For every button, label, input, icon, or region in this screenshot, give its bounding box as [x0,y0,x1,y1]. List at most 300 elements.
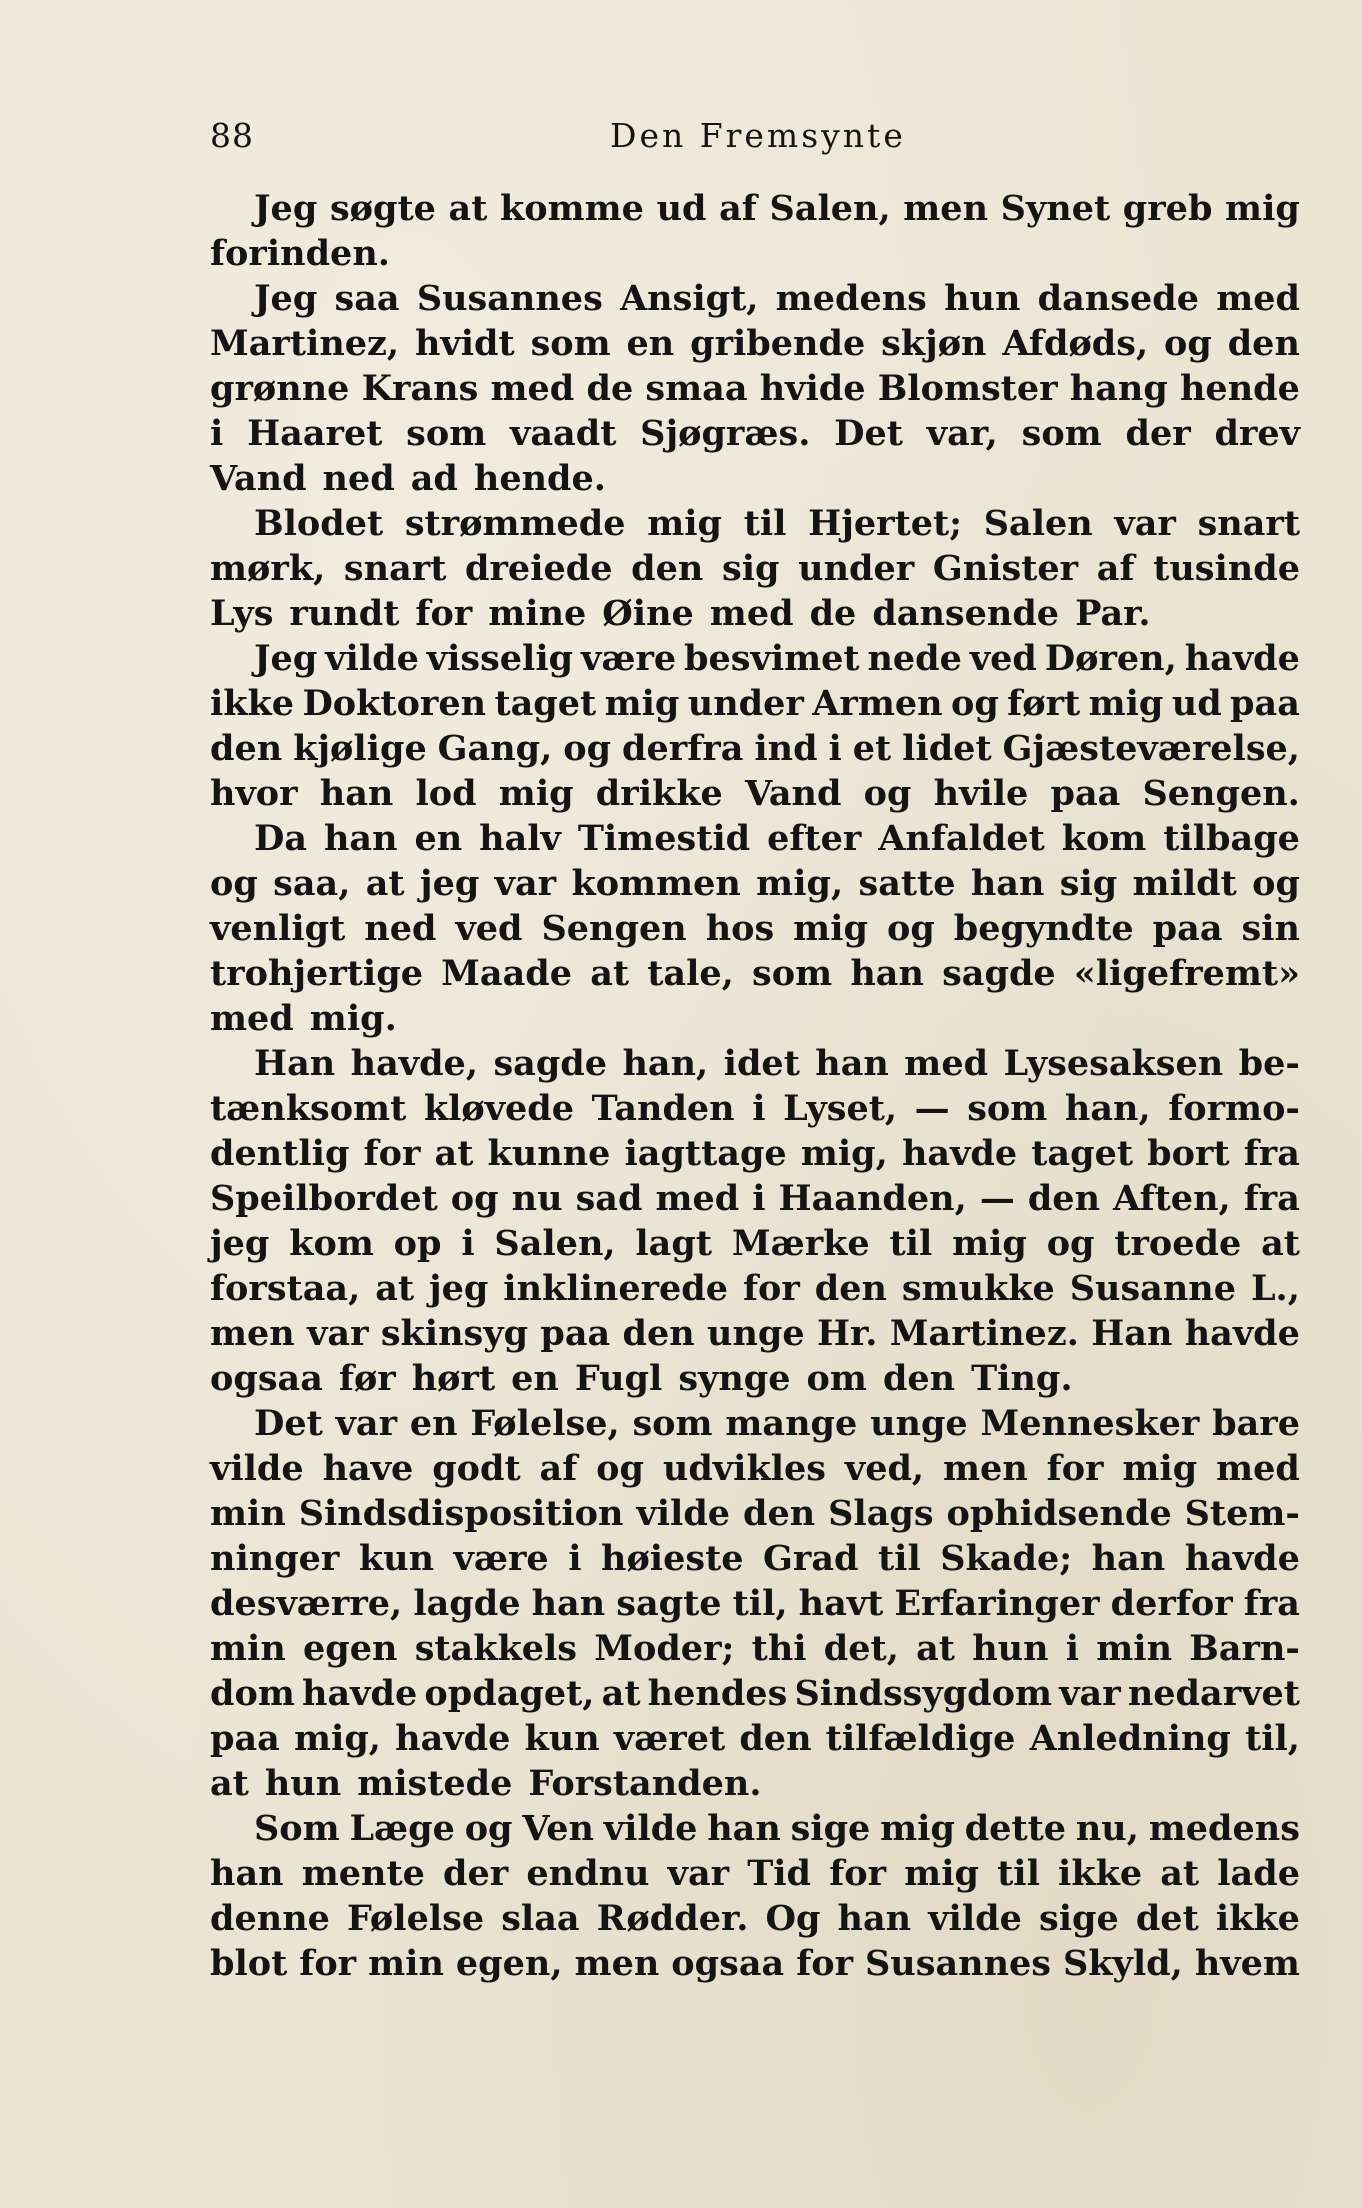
word: mig [793,908,868,949]
word: sin [1241,908,1300,949]
word: og [1046,1223,1095,1264]
word: dentlig [210,1133,350,1174]
text-line [210,951,1300,996]
word: Gjæsteværelse, [1002,728,1300,769]
word: Ansigt, [620,278,759,319]
text-line [210,996,1300,1041]
word: tilbage [1163,818,1300,859]
word: medens [1148,1808,1300,1849]
word: Tid [747,1853,812,1894]
text-line [210,771,1300,816]
word: taget [494,683,597,724]
word: Og [765,1898,821,1939]
word: Stem- [1184,1493,1300,1534]
word: mig, [294,1718,381,1759]
word: medens [775,278,927,319]
word: havt [798,1583,884,1624]
word: Han [254,1043,336,1084]
word: havde [1184,1538,1300,1579]
word: ved, [844,1448,925,1489]
word: ud [656,188,707,229]
word: denne [210,1898,330,1939]
word: egen, [455,1943,563,1984]
word: Maade [441,953,573,994]
word: efter [767,818,862,859]
word: Susannes [865,1943,1052,1984]
text-line [210,1086,1300,1131]
word: med [490,368,575,409]
word: at [434,1133,474,1174]
word: Lysesaksen [1003,1043,1224,1084]
word: kommen [571,863,741,904]
text-line [210,1491,1300,1536]
word: ninger [210,1538,340,1579]
word: Salen [983,503,1093,544]
word: dette [964,1808,1067,1849]
word: Martinez, [210,323,400,364]
word: at [210,1763,249,1804]
word: kjølige [293,728,427,769]
word: ind [754,728,818,769]
word: havde [302,1673,418,1714]
word: var [667,1853,730,1894]
word: mistede [357,1763,513,1804]
word: Lys [210,593,274,634]
body-text [210,186,1300,1986]
word: men [210,1313,295,1354]
text-line [210,1131,1300,1176]
word: i [210,413,224,454]
text-line [210,636,1300,681]
word: Døren, [1044,638,1177,679]
word: unge [707,1313,805,1354]
word: ikke [1215,1898,1300,1939]
text-line [210,1941,1300,1986]
word: og [596,1448,644,1489]
word: Sindssygdom [794,1673,1053,1714]
word: af [1096,548,1135,589]
word: smaa [645,368,748,409]
word: han [319,773,394,814]
word: kom [1061,818,1147,859]
word: hvile [933,773,1029,814]
word: Krans [361,368,479,409]
word: han [210,1853,284,1894]
word: at [601,1673,641,1714]
word: blot [210,1943,288,1984]
word: mig [498,773,574,814]
text-line [210,1896,1300,1941]
word: lagde [413,1583,521,1624]
text-line [210,1311,1300,1356]
word: med [1216,1448,1300,1489]
word: havde [1184,638,1300,679]
word: mig [952,1223,1027,1264]
word: ned [364,908,437,949]
word: søgte [329,188,436,229]
word: sige [1038,1898,1119,1939]
word: ført [1007,683,1081,724]
page-header [210,112,1300,160]
word: unge [870,1403,968,1444]
word: slaa [501,1898,580,1939]
word: inklinerede [503,1268,729,1309]
text-line [210,816,1300,861]
word: venligt [210,908,346,949]
word: Jeg [254,638,318,679]
text-line [210,1806,1300,1851]
word: sagde [942,953,1056,994]
text-line [210,1851,1300,1896]
text-line [210,1761,1300,1806]
word: Sindsdisposition [298,1493,624,1534]
word: drikke [595,773,723,814]
word: begyndte [953,908,1134,949]
word: nede [867,638,962,679]
text-line [210,276,1300,321]
word: Par. [1075,593,1151,634]
word: min [1096,1628,1173,1669]
word: op [393,1223,442,1264]
word: Martinez. [889,1313,1079,1354]
word: mig [604,683,680,724]
word: var [335,1403,398,1444]
word: forinden. [210,233,390,274]
word: mig [1225,188,1300,229]
word: at [1261,1223,1300,1264]
word: Han [1091,1313,1173,1354]
word: Fugl [574,1358,663,1399]
word: med [709,593,794,634]
word: dreiede [465,548,613,589]
word: stakkels [414,1628,578,1669]
word: Sengen [541,908,687,949]
word: den [739,1718,812,1759]
word: i [752,1178,766,1219]
word: den [210,728,283,769]
word: trohjertige [210,953,423,994]
word: som [530,323,611,364]
word: Følelse, [470,1403,620,1444]
word: og [1252,863,1300,904]
word: for [796,1943,854,1984]
word: mig [647,503,723,544]
word: for [299,1943,357,1984]
word: som [967,1088,1048,1129]
word: Som [254,1808,340,1849]
word: opdaget, [424,1673,595,1714]
word: som [406,413,487,454]
word: Øine [602,593,694,634]
word: i [568,1538,582,1579]
word: vilde [603,1808,698,1849]
word: for [415,593,473,634]
word: mig. [309,998,397,1039]
word: Da [254,818,308,859]
word: med [210,998,294,1039]
word: han [323,818,398,859]
word: vaadt [510,413,617,454]
word: han [970,863,1045,904]
word: det [1135,1898,1199,1939]
word: tusinde [1153,548,1300,589]
word: paa [540,1313,611,1354]
word: han [837,1898,912,1939]
word: ved [455,908,523,949]
word: med [904,1043,989,1084]
word: Vand [210,458,307,499]
word: men [943,1448,1028,1489]
word: taget [1031,1133,1134,1174]
word: var [307,1313,369,1354]
word: troede [1114,1223,1242,1264]
word: mig, [756,863,844,904]
word: min [210,1628,286,1669]
word: paa [1152,908,1223,949]
word: ved [969,638,1037,679]
word: udvikles [662,1448,826,1489]
word: Hjertet; [808,503,963,544]
word: «ligefremt» [1073,953,1300,994]
word: dom [210,1673,295,1714]
word: mente [301,1853,425,1894]
word: hun [944,278,1021,319]
word: under [687,683,804,724]
word: — [979,1178,1015,1219]
word: paa [1230,683,1300,724]
word: kun [524,1718,600,1759]
word: jeg [428,1268,489,1309]
text-line [210,591,1300,636]
word: saa [334,278,400,319]
word: det, [823,1628,899,1669]
word: for [363,1133,421,1174]
word: jeg [210,1223,270,1264]
word: Slags [828,1493,934,1534]
word: min [368,1943,444,1984]
word: at [590,953,630,994]
word: Ven [522,1808,594,1849]
word: Speilbordet [210,1178,438,1219]
word: mig [1088,683,1164,724]
text-line [210,861,1300,906]
word: nu, [1075,1808,1139,1849]
text-line [210,1356,1300,1401]
word: dansede [1037,278,1199,319]
word: Hr. [816,1313,878,1354]
word: var, [926,413,998,454]
word: sagde [493,1043,608,1084]
text-line [210,1041,1300,1086]
word: den [814,1268,887,1309]
word: var [494,863,557,904]
word: lidet [902,728,992,769]
word: gribende [690,323,866,364]
text-line [210,231,1300,276]
word: smukke [901,1268,1055,1309]
word: bare [1212,1403,1300,1444]
word: ophidsende [946,1493,1172,1534]
word: i [752,1088,766,1129]
text-line [210,681,1300,726]
word: have [322,1448,414,1489]
word: i [828,728,842,769]
word: Blodet [254,503,384,544]
word: hvem [1194,1943,1300,1984]
word: til, [1245,1718,1300,1759]
word: Det [834,413,903,454]
word: som [632,1403,713,1444]
word: kun [358,1538,435,1579]
word: synge [678,1358,791,1399]
word: til [878,1538,921,1579]
word: mig [904,1853,979,1894]
word: godt [432,1448,521,1489]
word: ikke [210,683,295,724]
word: for [742,1268,800,1309]
word: be- [1238,1043,1300,1084]
word: være [580,638,677,679]
text-line [210,366,1300,411]
word: af [539,1448,578,1489]
word: Haanden, [778,1178,967,1219]
word: satte [858,863,956,904]
word: hørt [411,1358,496,1399]
word: Erfaringer [894,1583,1100,1624]
word: nu [511,1178,563,1219]
text-line [210,1581,1300,1626]
word: hang [1069,368,1168,409]
word: Mennesker [980,1403,1200,1444]
word: mange [725,1403,858,1444]
word: han [1091,1538,1166,1579]
word: at [375,1268,415,1309]
word: ad [410,458,458,499]
word: L., [1250,1268,1300,1309]
word: grønne [210,368,350,409]
word: som [752,953,833,994]
word: ogsaa [210,1358,323,1399]
word: hende. [473,458,606,499]
word: Haaret [247,413,383,454]
word: Lyset, [783,1088,898,1129]
word: en [626,323,675,364]
word: mildt [1132,863,1237,904]
word: Ting. [971,1358,1073,1399]
word: drev [1214,413,1300,454]
text-line [210,1716,1300,1761]
word: han, [622,1043,709,1084]
word: en [414,818,463,859]
word: fra [1243,1178,1300,1219]
word: men [903,188,989,229]
word: før [338,1358,396,1399]
word: og [563,728,612,769]
word: og [464,1808,513,1849]
running-title: Den Fremsynte [610,116,906,155]
word: greb [1122,188,1213,229]
word: mig [880,1808,955,1849]
word: af [719,188,757,229]
word: paa [210,1718,280,1759]
word: i [1065,1628,1080,1669]
word: ned [322,458,395,499]
text-line [210,1671,1300,1716]
word: Jeg [254,278,318,319]
text-line [210,1221,1300,1266]
word: at [916,1628,955,1669]
word: Forstanden. [528,1763,762,1804]
word: formo- [1168,1088,1300,1129]
text-line [210,1401,1300,1446]
word: Synet [1000,188,1111,229]
word: Aften, [1113,1178,1231,1219]
word: og [886,908,935,949]
word: visselig [426,638,574,679]
word: de [586,368,634,409]
word: havde [395,1718,511,1759]
word: ogsaa [671,1943,785,1984]
word: med [1216,278,1300,319]
word: ikke [1058,1853,1143,1894]
text-line [210,906,1300,951]
word: som [1021,413,1102,454]
word: Blomster [877,368,1058,409]
word: Sjøgræs. [640,413,811,454]
word: Barn- [1189,1628,1300,1669]
word: med [655,1178,740,1219]
word: snart [1197,503,1300,544]
word: under [798,548,915,589]
word: skinsyg [380,1313,529,1354]
text-line [210,456,1300,501]
word: Følelse [347,1898,485,1939]
word: strømmede [404,503,626,544]
word: Timestid [577,818,751,859]
text-line [210,546,1300,591]
text-line [210,1446,1300,1491]
word: han, [1064,1088,1151,1129]
word: Vand [744,773,842,814]
word: fra [1243,1133,1300,1174]
word: nedarvet [1127,1673,1300,1714]
word: Jeg [254,188,318,229]
word: hendes [647,1673,788,1714]
word: en [511,1358,559,1399]
word: kløvede [423,1088,575,1129]
word: sige [790,1808,871,1849]
word: den [1027,1178,1101,1219]
word: havde [901,1133,1018,1174]
text-line [210,186,1300,231]
word: for [829,1853,887,1894]
word: fra [1243,1583,1300,1624]
word: Doktoren [302,683,487,724]
word: sig [722,548,780,589]
word: sad [575,1178,643,1219]
word: Læge [349,1808,455,1849]
page-number: 88 [210,116,254,155]
word: Susannes [416,278,603,319]
word: kom [289,1223,374,1264]
word: Armen [812,683,943,724]
word: Grad [763,1538,859,1579]
word: hos [705,908,775,949]
word: der [443,1853,509,1894]
word: min [210,1493,286,1534]
word: halv [479,818,561,859]
word: den [631,548,704,589]
